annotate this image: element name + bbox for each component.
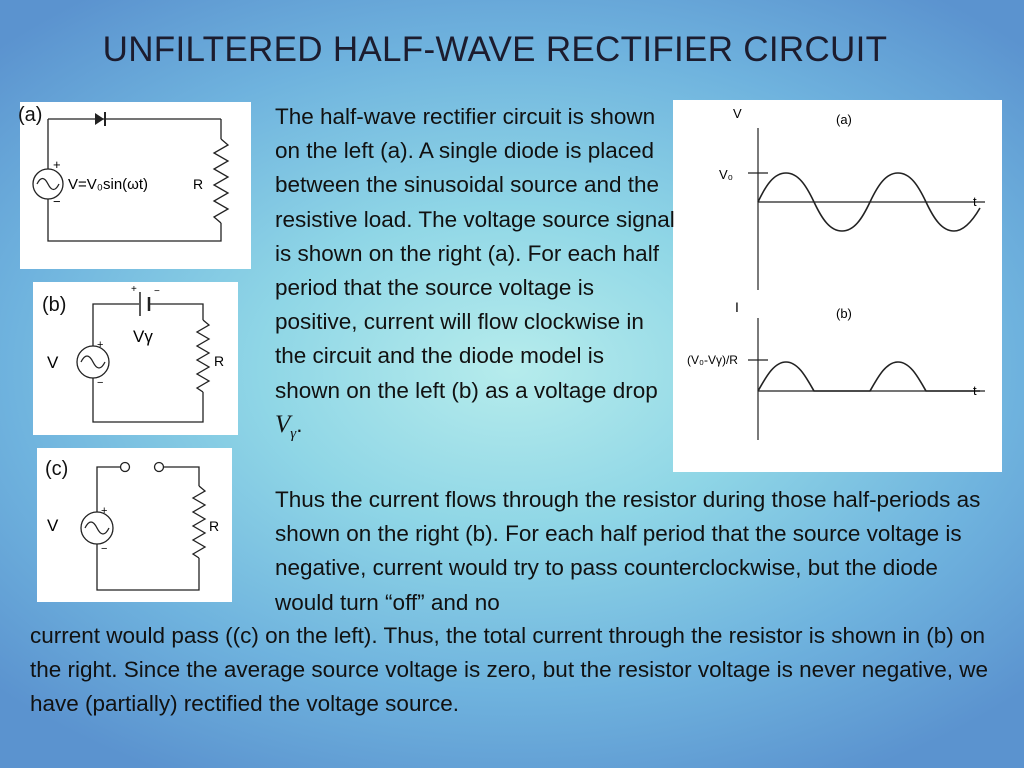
open-contact-right — [155, 463, 164, 472]
description-text-1: The half-wave rectifier circuit is shown on the left (a). A single diode is placed between the sinusoidal source and the resistive load. The voltage source signal is shown on the right (a). For each half period that the source voltage is positive, current will flow clockwise in the circuit and the diode model is shown on the left (b) as a voltage drop — [275, 104, 675, 403]
resistor-symbol — [214, 139, 228, 223]
source-minus: − — [97, 377, 104, 389]
sine-glyph — [37, 179, 59, 190]
resistor-symbol — [193, 486, 205, 558]
plot-a-y-label: V — [733, 106, 742, 121]
diode-symbol — [95, 112, 105, 126]
bottom-wire — [93, 378, 203, 422]
plot-b-amplitude-label: (V₀-Vγ)/R — [687, 353, 738, 367]
minus-sign: − — [53, 194, 61, 209]
description-period: . — [296, 411, 303, 437]
load-label: R — [193, 176, 204, 192]
source-minus: − — [101, 543, 108, 555]
half-wave-current — [758, 362, 980, 391]
description-paragraph-3: current would pass ((c) on the left). Thus, the total current through the resistor is shown in (b) on the right. Since the average source voltage is zero, but the resistor voltage is never negative, we have (partially) rectified the voltage source. — [30, 623, 989, 717]
battery-plus: + — [131, 284, 137, 295]
battery-minus: − — [154, 286, 160, 297]
circuit-a-panel — [20, 102, 251, 269]
plot-b-x-label: t — [973, 383, 977, 398]
plot-b-tag: (b) — [836, 306, 852, 321]
right-top-wire — [164, 467, 199, 486]
load-label: R — [209, 518, 220, 534]
plot-b-y-label: I — [735, 299, 739, 315]
circuit-b-tag: (b) — [42, 294, 67, 316]
resistor-symbol — [197, 320, 209, 392]
sine-glyph — [81, 356, 105, 368]
load-label: R — [214, 353, 225, 369]
circuit-a-tag: (a) — [18, 104, 43, 126]
circuit-a-diagram — [20, 102, 251, 269]
sine-glyph — [85, 522, 109, 534]
source-label: V — [47, 353, 59, 372]
plot-a-amplitude-label: V₀ — [719, 167, 734, 182]
source-label: V — [47, 516, 59, 535]
waveform-panel — [673, 100, 1002, 472]
vgamma-symbol — [275, 410, 297, 442]
slide-title: UNFILTERED HALF-WAVE RECTIFIER CIRCUIT — [102, 30, 888, 69]
waveform-diagram — [673, 100, 1002, 472]
source-label: V=V₀sin(ωt) — [68, 176, 149, 193]
source-plus: + — [101, 505, 108, 517]
circuit-c-tag: (c) — [45, 458, 69, 480]
description-paragraph-1 — [275, 100, 675, 451]
source-plus: + — [97, 339, 104, 351]
plus-sign: + — [53, 157, 61, 172]
plot-a-tag: (a) — [836, 112, 852, 127]
open-contact-left — [121, 463, 130, 472]
drop-label: Vγ — [133, 327, 153, 346]
vgamma-letter: V — [275, 410, 291, 438]
plot-a-x-label: t — [973, 194, 977, 209]
description-paragraph-2: Thus the current flows through the resistor during those half-periods as shown on the right (b). For each half period that the source voltage is negative, current would try to pass counterclockwise, but the diode would turn “off” and no — [275, 487, 981, 615]
bottom-wire — [97, 544, 199, 590]
bottom-wire — [48, 199, 221, 241]
right-top-wire — [150, 304, 203, 320]
vgamma-subscript: γ — [290, 425, 297, 442]
battery-symbol — [140, 292, 149, 316]
